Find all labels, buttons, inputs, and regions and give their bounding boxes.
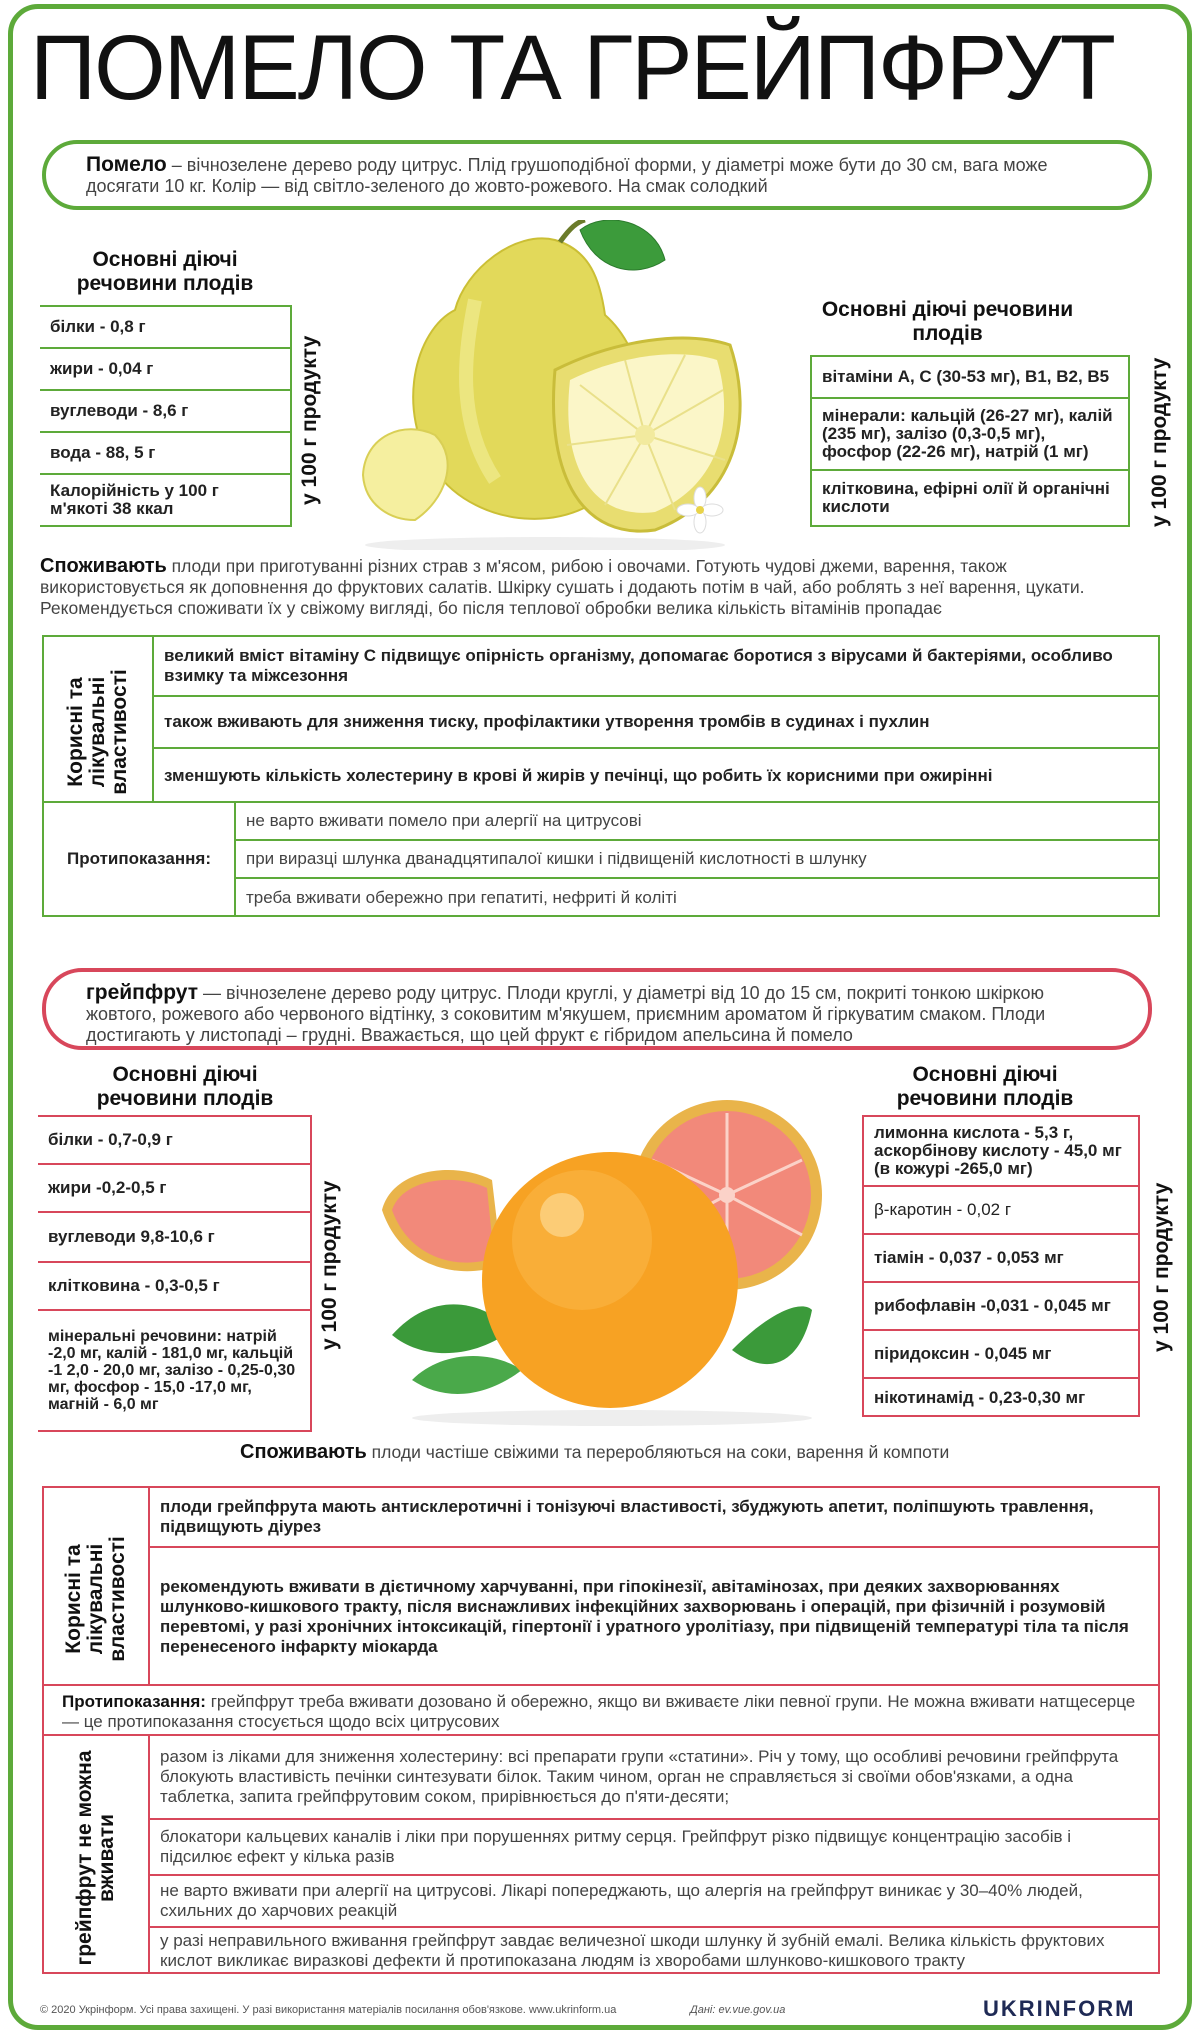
pomelo-properties-list: [152, 637, 1158, 801]
grapefruit-never-label-cell: [44, 1736, 150, 1972]
table-row: Калорійність у 100 г м'якоті 38 ккал: [50, 481, 219, 518]
pomelo-right-per100: у 100 г продукту: [1148, 357, 1171, 527]
grapefruit-consume-label: Споживають: [240, 1441, 367, 1463]
list-item: разом із ліками для зниження холестерину: всі препарати групи «статини». Річ у тому, що особливі речовини грейпфрута блокують властивість печінки синтезувати білок. Таким чином, орган не справляється зі своїми обов'язками, а одна таблетка, запита грейпфрутовим соком, прирівнюється до п'яти-десяти;: [148, 1736, 1158, 1820]
grapefruit-never-list: [148, 1736, 1158, 1972]
grapefruit-properties: [42, 1486, 1160, 1686]
pomelo-consume-label: Споживають: [40, 555, 167, 577]
table-row: жири - 0,04 г: [40, 349, 290, 391]
pomelo-contraindications: [42, 801, 1160, 917]
table-row: вуглеводи 9,8-10,6 г: [38, 1213, 310, 1263]
pomelo-right-header: Основні діючі речовини плодів: [821, 298, 1074, 345]
table-row: мінерали: кальцій (26-27 мг), калій (235 мг), залізо (0,3-0,5 мг), фосфор (22-26 мг), натрій (1 мг): [812, 399, 1128, 471]
grapefruit-left-table: [38, 1115, 312, 1432]
grapefruit-consume: [240, 1442, 1140, 1463]
pomelo-left-per100: у 100 г продукту: [298, 335, 321, 505]
grapefruit-never-label: грейпфрут не можна вживати: [73, 1750, 118, 1966]
list-item: також вживають для зниження тиску, профілактики утворення тромбів в судинах і пухлин: [152, 697, 1158, 749]
list-item: у разі неправильного вживання грейпфрут завдає величезної шкоди шлунку й зубній емалі. Велика кількість фруктових кислот викликає виразкові дефекти й протипоказана людям із хворобами шлунково-кишкового тракту: [160, 1931, 1105, 1970]
list-item: плоди грейпфрута мають антисклеротичні і тонізуючі властивості, збуджують апетит, поліпшують травлення, підвищують діурез: [148, 1488, 1158, 1548]
grapefruit-properties-list: [148, 1488, 1158, 1684]
table-row: тіамін - 0,037 - 0,053 мг: [864, 1235, 1138, 1283]
grapefruit-right-header: Основні діючі речовини плодів: [896, 1063, 1074, 1110]
list-item: зменшують кількість холестерину в крові й жирів у печінці, що робить їх корисними при ожирінні: [164, 766, 993, 785]
list-item: рекомендують вживати в дієтичному харчуванні, при гіпокінезії, авітамінозах, при деяких захворюваннях шлунково-кишкового тракту, після виснажливих інфекційних захворювань і операцій, при фізичній і розумовій перевтомі, у разі хронічних інтоксикацій, гіпертонії і уратного уролітіазу, при підвищеній температурі тіла та після перенесеного інфаркту міокарда: [160, 1577, 1129, 1656]
table-row: білки - 0,7-0,9 г: [38, 1117, 310, 1165]
pomelo-properties-label: Корисні та лікувальні властивості: [64, 669, 131, 795]
pomelo-illustration: [355, 220, 765, 550]
list-item: не варто вживати при алергії на цитрусові. Лікарі попереджають, що алергія на грейпфрут виникає у 30–40% людей, схильних до харчових реакцій: [148, 1876, 1158, 1928]
grapefruit-contra-text: грейпфрут треба вживати дозовано й обережно, якщо ви вживаєте ліки певної групи. Не можна вживати натщесерце — це протипоказання стосується щодо всіх цитрусових: [62, 1692, 1136, 1731]
pomelo-left-table: [40, 305, 292, 527]
table-row: вітаміни А, С (30-53 мг), В1, В2, В5: [812, 357, 1128, 399]
pomelo-intro-name: Помело: [86, 153, 167, 176]
table-row: клітковина, ефірні олії й органічні кислоти: [822, 479, 1110, 516]
footer-source: Дані: ev.vue.gov.ua: [690, 2004, 786, 2016]
table-row: нікотинамід - 0,23-0,30 мг: [874, 1388, 1086, 1407]
list-item: треба вживати обережно при гепатиті, нефриті й коліті: [246, 888, 677, 907]
grapefruit-intro: [42, 968, 1152, 1050]
list-item: при виразці шлунка дванадцятипалої кишки і підвищеній кислотності в шлунку: [234, 841, 1158, 879]
table-row: мінеральні речовини: натрій -2,0 мг, калій - 181,0 мг, кальцій -1 2,0 - 20,0 мг, залізо - 0,25-0,30 мг, фосфор - 15,0 -17,0 мг, магній - 6,0 мг: [48, 1328, 296, 1413]
table-row: лимонна кислота - 5,3 г, аскорбінову кислоту - 45,0 мг (в кожурі -265,0 мг): [864, 1117, 1138, 1187]
pomelo-consume: [40, 556, 1140, 619]
grapefruit-intro-name: грейпфрут: [86, 981, 198, 1004]
grapefruit-contra: [62, 1692, 1146, 1732]
table-row: β-каротин - 0,02 г: [864, 1187, 1138, 1235]
grapefruit-properties-label: Корисні та лікувальні властивості: [62, 1536, 129, 1662]
grapefruit-properties-label-cell: [44, 1488, 150, 1684]
pomelo-contra-list: [234, 803, 1158, 915]
list-item: не варто вживати помело при алергії на цитрусові: [234, 803, 1158, 841]
table-row: рибофлавін -0,031 - 0,045 мг: [864, 1283, 1138, 1331]
grapefruit-left-per100: у 100 г продукту: [318, 1180, 341, 1350]
table-row: вода - 88, 5 г: [40, 433, 290, 475]
pomelo-contra-label: Протипоказання:: [44, 803, 236, 915]
pomelo-properties-label-cell: [44, 637, 154, 801]
table-row: піридоксин - 0,045 мг: [864, 1331, 1138, 1379]
table-row: клітковина - 0,3-0,5 г: [38, 1263, 310, 1311]
list-item: великий вміст вітаміну С підвищує опірність організму, допомагає боротися з вірусами й бактеріями, особливо взимку та міжсезоння: [152, 637, 1158, 697]
pomelo-intro-text: – вічнозелене дерево роду цитрус. Плід грушоподібної форми, у діаметрі може бути до 30 см, вага може досягати 10 кг. Колір — від світло-зеленого до жовто-рожевого. На смак солодкий: [86, 155, 1048, 196]
grapefruit-right-per100: у 100 г продукту: [1150, 1182, 1173, 1352]
pomelo-right-table: [810, 355, 1130, 527]
grapefruit-contra-label: Протипоказання:: [62, 1692, 206, 1711]
grapefruit-never: [42, 1734, 1160, 1974]
grapefruit-right-table: [862, 1115, 1140, 1417]
page-title: ПОМЕЛО ТА ГРЕЙПФРУТ: [30, 17, 1114, 119]
list-item: блокатори кальцевих каналів і ліки при порушеннях ритму серця. Грейпфрут різко підвищує концентрацію засобів і підсилює ефект у кілька разів: [148, 1820, 1158, 1876]
pomelo-intro: [42, 140, 1152, 210]
grapefruit-left-header: Основні діючі речовини плодів: [96, 1063, 274, 1110]
ukrinform-logo: UKRINFORM: [983, 1996, 1136, 2021]
table-row: вуглеводи - 8,6 г: [40, 391, 290, 433]
pomelo-consume-text: плоди при приготуванні різних страв з м'ясом, рибою і овочами. Готують чудові джеми, варення, також використовується як доповнення до фруктових салатів. Шкірку сушать і додають потім в чай, або роблять з неї варення, цукати. Рекомендується споживати їх у свіжому вигляді, бо після теплової обробки велика кількість вітамінів пропадає: [40, 556, 1085, 618]
pomelo-left-header: Основні діючі речовини плодів: [76, 248, 254, 295]
grapefruit-intro-text: — вічнозелене дерево роду цитрус. Плоди круглі, у діаметрі від 10 до 15 см, покриті тонкою шкіркою жовтого, рожевого або червоного відтінку, з соковитим м'якушем, приємним ароматом й гіркуватим смаком. Плоди достигають у листопаді – грудні. Вважається, що цей фрукт є гібридом апельсина й помело: [86, 983, 1046, 1045]
table-row: жири -0,2-0,5 г: [38, 1165, 310, 1213]
grapefruit-contraindications: [42, 1684, 1160, 1736]
table-row: білки - 0,8 г: [40, 307, 290, 349]
grapefruit-consume-text: плоди частіше свіжими та переробляються на соки, варення й компоти: [366, 1442, 950, 1462]
grapefruit-illustration: [372, 1100, 842, 1430]
footer-copyright: © 2020 Укрінформ. Усі права захищені. У разі використання матеріалів посилання обов'язкове. www.ukrinform.ua: [40, 2004, 617, 2016]
pomelo-properties: [42, 635, 1160, 803]
